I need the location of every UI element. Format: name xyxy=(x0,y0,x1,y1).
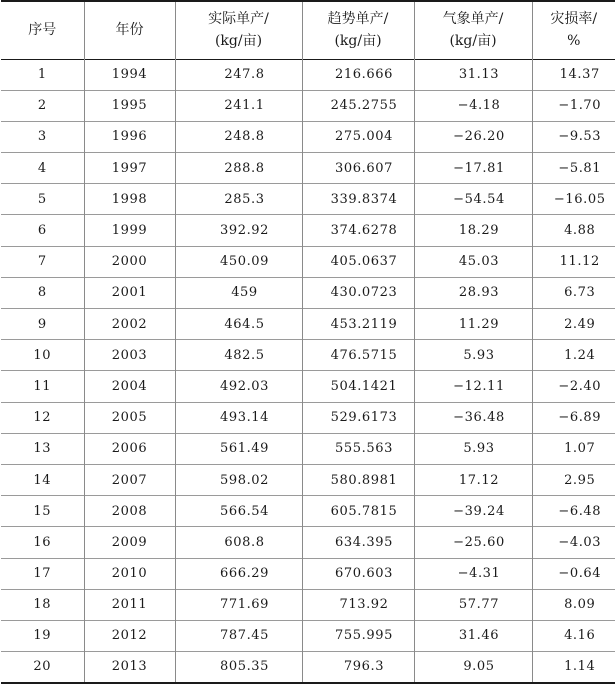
table-row xyxy=(1,277,615,308)
index-cell: 16 xyxy=(1,527,84,558)
header-line: (kg/亩) xyxy=(214,33,263,50)
year-cell: 2002 xyxy=(84,309,175,340)
actual-yield-cell: 566.54 xyxy=(175,496,302,527)
meteorological-yield-cell: −12.11 xyxy=(414,371,532,402)
table-row xyxy=(1,496,615,527)
loss-rate-cell: 4.88 xyxy=(532,215,615,246)
year-cell: 2007 xyxy=(84,464,175,495)
year-cell: 2005 xyxy=(84,402,175,433)
loss-rate-cell: −5.81 xyxy=(532,153,615,184)
table-row xyxy=(1,402,615,433)
year-cell: 2009 xyxy=(84,527,175,558)
year-cell: 2013 xyxy=(84,652,175,683)
loss-rate-cell: 2.49 xyxy=(532,309,615,340)
actual-yield-cell: 492.03 xyxy=(175,371,302,402)
trend-yield-cell: 713.92 xyxy=(302,589,414,620)
meteorological-yield-cell: −54.54 xyxy=(414,184,532,215)
meteorological-yield-cell: −4.18 xyxy=(414,90,532,121)
loss-rate-cell: 1.07 xyxy=(532,433,615,464)
year-cell: 2008 xyxy=(84,496,175,527)
loss-rate-cell: −1.70 xyxy=(532,90,615,121)
trend-yield-cell: 306.607 xyxy=(302,153,414,184)
meteorological-yield-cell: 5.93 xyxy=(414,433,532,464)
header-line: 实际单产/ xyxy=(208,11,269,28)
index-cell: 7 xyxy=(1,246,84,277)
actual-yield-cell: 241.1 xyxy=(175,90,302,121)
loss-rate-cell: −6.89 xyxy=(532,402,615,433)
loss-rate-cell: 1.24 xyxy=(532,340,615,371)
meteorological-yield-cell: 31.46 xyxy=(414,620,532,651)
loss-rate-cell: −6.48 xyxy=(532,496,615,527)
meteorological-yield-cell: −4.31 xyxy=(414,558,532,589)
index-cell: 9 xyxy=(1,309,84,340)
meteorological-yield-cell: −17.81 xyxy=(414,153,532,184)
year-cell: 2010 xyxy=(84,558,175,589)
actual-yield-cell: 464.5 xyxy=(175,309,302,340)
actual-yield-cell: 561.49 xyxy=(175,433,302,464)
year-cell: 2012 xyxy=(84,620,175,651)
yield-loss-table xyxy=(1,0,615,684)
header-meteorological-yield xyxy=(414,1,532,59)
header-line: 趋势单产/ xyxy=(327,11,389,28)
meteorological-yield-cell: −36.48 xyxy=(414,402,532,433)
trend-yield-cell: 605.7815 xyxy=(302,496,414,527)
trend-yield-cell: 580.8981 xyxy=(302,464,414,495)
header-line: % xyxy=(567,33,581,50)
table-row xyxy=(1,620,615,651)
table-row xyxy=(1,464,615,495)
trend-yield-cell: 529.6173 xyxy=(302,402,414,433)
loss-rate-cell: −4.03 xyxy=(532,527,615,558)
trend-yield-cell: 430.0723 xyxy=(302,277,414,308)
index-cell: 19 xyxy=(1,620,84,651)
header-line: 序号 xyxy=(28,22,57,39)
trend-yield-cell: 555.563 xyxy=(302,433,414,464)
header-line: 灾损率/ xyxy=(550,11,598,28)
index-cell: 2 xyxy=(1,90,84,121)
meteorological-yield-cell: 45.03 xyxy=(414,246,532,277)
trend-yield-cell: 670.603 xyxy=(302,558,414,589)
trend-yield-cell: 374.6278 xyxy=(302,215,414,246)
header-index xyxy=(1,1,84,59)
loss-rate-cell: 4.16 xyxy=(532,620,615,651)
meteorological-yield-cell: 18.29 xyxy=(414,215,532,246)
trend-yield-cell: 245.2755 xyxy=(302,90,414,121)
trend-yield-cell: 405.0637 xyxy=(302,246,414,277)
year-cell: 1995 xyxy=(84,90,175,121)
year-cell: 2006 xyxy=(84,433,175,464)
table-row xyxy=(1,433,615,464)
meteorological-yield-cell: 31.13 xyxy=(414,59,532,90)
index-cell: 5 xyxy=(1,184,84,215)
meteorological-yield-cell: −26.20 xyxy=(414,121,532,152)
trend-yield-cell: 755.995 xyxy=(302,620,414,651)
index-cell: 12 xyxy=(1,402,84,433)
year-cell: 2004 xyxy=(84,371,175,402)
year-cell: 2001 xyxy=(84,277,175,308)
index-cell: 18 xyxy=(1,589,84,620)
meteorological-yield-cell: 57.77 xyxy=(414,589,532,620)
table-row xyxy=(1,90,615,121)
header-line: (kg/亩) xyxy=(334,33,382,50)
actual-yield-cell: 482.5 xyxy=(175,340,302,371)
index-cell: 8 xyxy=(1,277,84,308)
index-cell: 15 xyxy=(1,496,84,527)
table-header xyxy=(1,1,615,59)
year-cell: 1999 xyxy=(84,215,175,246)
meteorological-yield-cell: 5.93 xyxy=(414,340,532,371)
table-row xyxy=(1,309,615,340)
actual-yield-cell: 493.14 xyxy=(175,402,302,433)
table-row xyxy=(1,589,615,620)
actual-yield-cell: 787.45 xyxy=(175,620,302,651)
index-cell: 4 xyxy=(1,153,84,184)
trend-yield-cell: 339.8374 xyxy=(302,184,414,215)
year-cell: 1998 xyxy=(84,184,175,215)
table-row xyxy=(1,184,615,215)
year-cell: 2000 xyxy=(84,246,175,277)
meteorological-yield-cell: −39.24 xyxy=(414,496,532,527)
table-body xyxy=(1,59,615,683)
meteorological-yield-cell: 11.29 xyxy=(414,309,532,340)
table-row xyxy=(1,215,615,246)
header-line: (kg/亩) xyxy=(449,33,497,50)
loss-rate-cell: 2.95 xyxy=(532,464,615,495)
table-row xyxy=(1,558,615,589)
index-cell: 13 xyxy=(1,433,84,464)
trend-yield-cell: 504.1421 xyxy=(302,371,414,402)
index-cell: 10 xyxy=(1,340,84,371)
year-cell: 2011 xyxy=(84,589,175,620)
loss-rate-cell: −9.53 xyxy=(532,121,615,152)
loss-rate-cell: −2.40 xyxy=(532,371,615,402)
index-cell: 11 xyxy=(1,371,84,402)
loss-rate-cell: 1.14 xyxy=(532,652,615,683)
table-row xyxy=(1,59,615,90)
year-cell: 1997 xyxy=(84,153,175,184)
actual-yield-cell: 285.3 xyxy=(175,184,302,215)
loss-rate-cell: 14.37 xyxy=(532,59,615,90)
meteorological-yield-cell: 28.93 xyxy=(414,277,532,308)
trend-yield-cell: 216.666 xyxy=(302,59,414,90)
loss-rate-cell: −0.64 xyxy=(532,558,615,589)
actual-yield-cell: 598.02 xyxy=(175,464,302,495)
index-cell: 17 xyxy=(1,558,84,589)
table-row xyxy=(1,652,615,683)
table-row xyxy=(1,371,615,402)
actual-yield-cell: 459 xyxy=(175,277,302,308)
trend-yield-cell: 796.3 xyxy=(302,652,414,683)
actual-yield-cell: 608.8 xyxy=(175,527,302,558)
index-cell: 3 xyxy=(1,121,84,152)
loss-rate-cell: 11.12 xyxy=(532,246,615,277)
table-row xyxy=(1,340,615,371)
index-cell: 6 xyxy=(1,215,84,246)
index-cell: 20 xyxy=(1,652,84,683)
trend-yield-cell: 453.2119 xyxy=(302,309,414,340)
meteorological-yield-cell: 9.05 xyxy=(414,652,532,683)
trend-yield-cell: 275.004 xyxy=(302,121,414,152)
actual-yield-cell: 392.92 xyxy=(175,215,302,246)
year-cell: 1996 xyxy=(84,121,175,152)
header-row xyxy=(1,1,615,59)
header-loss-rate xyxy=(532,1,615,59)
index-cell: 1 xyxy=(1,59,84,90)
year-cell: 2003 xyxy=(84,340,175,371)
header-trend-yield xyxy=(302,1,414,59)
header-line: 年份 xyxy=(115,22,144,39)
header-actual-yield xyxy=(175,1,302,59)
actual-yield-cell: 248.8 xyxy=(175,121,302,152)
table-row xyxy=(1,153,615,184)
loss-rate-cell: −16.05 xyxy=(532,184,615,215)
loss-rate-cell: 6.73 xyxy=(532,277,615,308)
meteorological-yield-cell: 17.12 xyxy=(414,464,532,495)
index-cell: 14 xyxy=(1,464,84,495)
actual-yield-cell: 666.29 xyxy=(175,558,302,589)
header-year xyxy=(84,1,175,59)
trend-yield-cell: 634.395 xyxy=(302,527,414,558)
table-row xyxy=(1,527,615,558)
table-row xyxy=(1,246,615,277)
actual-yield-cell: 288.8 xyxy=(175,153,302,184)
actual-yield-cell: 247.8 xyxy=(175,59,302,90)
actual-yield-cell: 771.69 xyxy=(175,589,302,620)
table-row xyxy=(1,121,615,152)
loss-rate-cell: 8.09 xyxy=(532,589,615,620)
header-line: 气象单产/ xyxy=(442,11,504,28)
actual-yield-cell: 450.09 xyxy=(175,246,302,277)
meteorological-yield-cell: −25.60 xyxy=(414,527,532,558)
trend-yield-cell: 476.5715 xyxy=(302,340,414,371)
year-cell: 1994 xyxy=(84,59,175,90)
actual-yield-cell: 805.35 xyxy=(175,652,302,683)
